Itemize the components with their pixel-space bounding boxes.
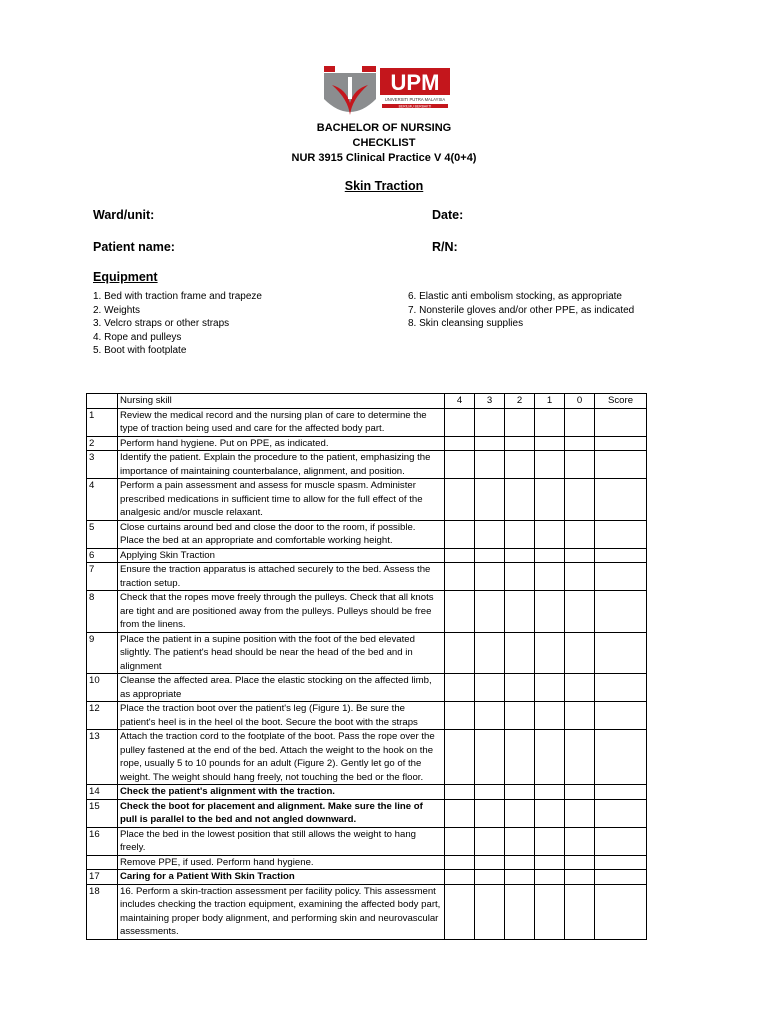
upm-logo	[322, 63, 452, 125]
row-skill-text: Cleanse the affected area. Place the elastic stocking on the affected limb, as appropriate	[118, 674, 445, 702]
score-cell-4[interactable]	[445, 632, 475, 674]
score-cell-0[interactable]	[565, 730, 595, 785]
score-cell-4[interactable]	[445, 855, 475, 870]
table-row	[87, 632, 647, 674]
score-cell-4[interactable]	[445, 827, 475, 855]
score-cell-1[interactable]	[535, 674, 565, 702]
score-cell-0[interactable]	[565, 674, 595, 702]
logo-wordmark: UPM	[390, 70, 440, 95]
score-cell-3[interactable]	[475, 479, 505, 521]
header-score-1: 1	[535, 394, 565, 409]
equipment-item: 5. Boot with footplate	[93, 345, 187, 356]
score-cell-2[interactable]	[505, 870, 535, 885]
equipment-item: 7. Nonsterile gloves and/or other PPE, as indicated	[408, 304, 635, 316]
score-cell-3[interactable]	[475, 674, 505, 702]
logo-tab-right	[362, 66, 376, 72]
table-row	[87, 591, 647, 633]
score-cell-4[interactable]	[445, 548, 475, 563]
score-cell-1[interactable]	[535, 436, 565, 451]
score-cell-1[interactable]	[535, 827, 565, 855]
table-row	[87, 479, 647, 521]
table-row	[87, 785, 647, 800]
score-cell-0[interactable]	[565, 870, 595, 885]
row-skill-text: Check the boot for placement and alignment. Make sure the line of pull is parallel to the bed and not angled downward.	[118, 799, 445, 827]
score-cell-2[interactable]	[505, 563, 535, 591]
score-cell-3[interactable]	[475, 451, 505, 479]
score-cell-2[interactable]	[505, 451, 535, 479]
row-skill-text: Check the patient's alignment with the traction.	[118, 785, 445, 800]
table-row	[87, 520, 647, 548]
score-cell-0[interactable]	[565, 827, 595, 855]
table-row	[87, 884, 647, 939]
score-cell-4[interactable]	[445, 884, 475, 939]
score-cell-3[interactable]	[475, 548, 505, 563]
score-cell-0[interactable]	[565, 520, 595, 548]
page-title: Skin Traction	[344, 179, 424, 193]
score-cell-0[interactable]	[565, 479, 595, 521]
header-nursing-skill: Nursing skill	[118, 394, 445, 409]
table-row	[87, 563, 647, 591]
row-number: 1	[87, 408, 118, 436]
row-number: 16	[87, 827, 118, 855]
score-cell-4[interactable]	[445, 730, 475, 785]
table-row	[87, 870, 647, 885]
score-cell-2[interactable]	[505, 884, 535, 939]
score-cell-2[interactable]	[505, 479, 535, 521]
score-cell-3[interactable]	[475, 785, 505, 800]
equipment-list-right	[408, 290, 634, 331]
score-cell-4[interactable]	[445, 702, 475, 730]
row-skill-text: Caring for a Patient With Skin Traction	[118, 870, 445, 885]
score-cell-2[interactable]	[505, 436, 535, 451]
score-cell-2[interactable]	[505, 408, 535, 436]
score-cell-0[interactable]	[565, 785, 595, 800]
row-number: 7	[87, 563, 118, 591]
score-cell-4[interactable]	[445, 436, 475, 451]
row-skill-text: Identify the patient. Explain the procedure to the patient, emphasizing the importance of maintaining counterbalance, alignment, and position.	[118, 451, 445, 479]
row-skill-text: Review the medical record and the nursing plan of care to determine the type of traction being used and care for the affected body part.	[118, 408, 445, 436]
score-cell-3[interactable]	[475, 702, 505, 730]
total-score-cell[interactable]	[595, 408, 647, 436]
score-cell-1[interactable]	[535, 855, 565, 870]
total-score-cell[interactable]	[595, 785, 647, 800]
row-skill-text: Applying Skin Traction	[118, 548, 445, 563]
score-cell-0[interactable]	[565, 855, 595, 870]
score-cell-4[interactable]	[445, 785, 475, 800]
patient-name-label: Patient name:	[93, 240, 175, 254]
equipment-item: 8. Skin cleansing supplies	[408, 318, 524, 329]
row-number: 17	[87, 870, 118, 885]
row-number	[87, 855, 118, 870]
score-cell-1[interactable]	[535, 884, 565, 939]
score-cell-2[interactable]	[505, 855, 535, 870]
logo-tagline: BERILMU BERBAKTI	[398, 104, 432, 109]
skills-checklist-table	[86, 393, 647, 940]
total-score-cell[interactable]	[595, 730, 647, 785]
row-number: 12	[87, 702, 118, 730]
equipment-item: 4. Rope and pulleys	[93, 331, 182, 343]
score-cell-1[interactable]	[535, 730, 565, 785]
score-cell-1[interactable]	[535, 563, 565, 591]
score-cell-2[interactable]	[505, 827, 535, 855]
score-cell-4[interactable]	[445, 870, 475, 885]
header-score-4: 4	[445, 394, 475, 409]
score-cell-2[interactable]	[505, 520, 535, 548]
row-number: 4	[87, 479, 118, 521]
score-cell-3[interactable]	[475, 884, 505, 939]
score-cell-0[interactable]	[565, 436, 595, 451]
score-cell-1[interactable]	[535, 548, 565, 563]
score-cell-4[interactable]	[445, 408, 475, 436]
score-cell-2[interactable]	[505, 730, 535, 785]
score-cell-0[interactable]	[565, 702, 595, 730]
equipment-item: 1. Bed with traction frame and trapeze	[93, 291, 262, 302]
score-cell-3[interactable]	[475, 563, 505, 591]
score-cell-1[interactable]	[535, 870, 565, 885]
row-skill-text: Check that the ropes move freely through the pulleys. Check that all knots are tight and are positioned away from the pulleys. Pulleys should be free from the linens.	[118, 591, 445, 633]
total-score-cell[interactable]	[595, 563, 647, 591]
score-cell-2[interactable]	[505, 785, 535, 800]
total-score-cell[interactable]	[595, 451, 647, 479]
total-score-cell[interactable]	[595, 674, 647, 702]
row-skill-text: Ensure the traction apparatus is attached securely to the bed. Assess the traction setup.	[118, 563, 445, 591]
score-cell-0[interactable]	[565, 548, 595, 563]
score-cell-0[interactable]	[565, 884, 595, 939]
total-score-cell[interactable]	[595, 884, 647, 939]
row-number: 6	[87, 548, 118, 563]
score-cell-2[interactable]	[505, 799, 535, 827]
row-skill-text: Place the patient in a supine position with the foot of the bed elevated slightly. The patient's head should be near the head of the bed and in alignment	[118, 632, 445, 674]
row-number: 15	[87, 799, 118, 827]
header-score-2: 2	[505, 394, 535, 409]
row-number: 5	[87, 520, 118, 548]
row-number: 2	[87, 436, 118, 451]
score-cell-1[interactable]	[535, 702, 565, 730]
score-cell-3[interactable]	[475, 730, 505, 785]
row-skill-text: Remove PPE, if used. Perform hand hygiene.	[118, 855, 445, 870]
row-number: 18	[87, 884, 118, 939]
row-skill-text: Close curtains around bed and close the door to the room, if possible. Place the bed at an appropriate and comfortable working height.	[118, 520, 445, 548]
equipment-item: 3. Velcro straps or other straps	[93, 318, 230, 329]
row-number: 10	[87, 674, 118, 702]
score-cell-3[interactable]	[475, 827, 505, 855]
score-cell-3[interactable]	[475, 632, 505, 674]
table-row	[87, 702, 647, 730]
score-cell-4[interactable]	[445, 799, 475, 827]
total-score-cell[interactable]	[595, 702, 647, 730]
score-cell-4[interactable]	[445, 563, 475, 591]
score-cell-0[interactable]	[565, 799, 595, 827]
score-cell-3[interactable]	[475, 591, 505, 633]
rn-label: R/N:	[432, 240, 458, 254]
table-row	[87, 855, 647, 870]
total-score-cell[interactable]	[595, 799, 647, 827]
score-cell-1[interactable]	[535, 799, 565, 827]
total-score-cell[interactable]	[595, 632, 647, 674]
total-score-cell[interactable]	[595, 591, 647, 633]
row-skill-text: 16. Perform a skin-traction assessment per facility policy. This assessment includes checking the traction equipment, examining the affected body part, maintaining proper body alignment, and performing skin and neurovascular assessments.	[118, 884, 445, 939]
score-cell-3[interactable]	[475, 855, 505, 870]
equipment-heading: Equipment	[93, 270, 158, 284]
row-number: 14	[87, 785, 118, 800]
score-cell-4[interactable]	[445, 674, 475, 702]
table-row	[87, 548, 647, 563]
total-score-cell[interactable]	[595, 855, 647, 870]
total-score-cell[interactable]	[595, 827, 647, 855]
logo-emblem-stem	[348, 77, 352, 99]
row-skill-text: Attach the traction cord to the footplate of the boot. Pass the rope over the pulley fastened at the end of the bed. Attach the weight to the hook on the rope, usually 5 to 10 pounds for an adult (Figure 2). Gently let go of the weight. The weight should hang freely, not touching the bed or the floor.	[118, 730, 445, 785]
score-cell-3[interactable]	[475, 520, 505, 548]
total-score-cell[interactable]	[595, 520, 647, 548]
score-cell-1[interactable]	[535, 479, 565, 521]
total-score-cell[interactable]	[595, 436, 647, 451]
equipment-list-left	[93, 290, 262, 358]
row-number: 8	[87, 591, 118, 633]
score-cell-1[interactable]	[535, 520, 565, 548]
score-cell-0[interactable]	[565, 451, 595, 479]
equipment-item: 6. Elastic anti embolism stocking, as appropriate	[408, 291, 622, 302]
logo-tab-left	[324, 66, 335, 72]
row-number: 3	[87, 451, 118, 479]
score-cell-0[interactable]	[565, 563, 595, 591]
row-skill-text: Perform hand hygiene. Put on PPE, as indicated.	[118, 436, 445, 451]
score-cell-1[interactable]	[535, 632, 565, 674]
score-cell-0[interactable]	[565, 632, 595, 674]
total-score-cell[interactable]	[595, 479, 647, 521]
table-row	[87, 436, 647, 451]
row-number: 13	[87, 730, 118, 785]
table-row	[87, 451, 647, 479]
score-cell-0[interactable]	[565, 408, 595, 436]
score-cell-1[interactable]	[535, 451, 565, 479]
score-cell-2[interactable]	[505, 674, 535, 702]
score-cell-2[interactable]	[505, 548, 535, 563]
header-score-3: 3	[475, 394, 505, 409]
score-cell-2[interactable]	[505, 591, 535, 633]
logo-subtext: UNIVERSITI PUTRA MALAYSIA	[384, 97, 446, 102]
score-cell-3[interactable]	[475, 870, 505, 885]
score-cell-0[interactable]	[565, 591, 595, 633]
header-score-0: 0	[565, 394, 595, 409]
score-cell-4[interactable]	[445, 591, 475, 633]
header-course: NUR 3915 Clinical Practice V 4(0+4)	[291, 152, 477, 164]
table-header-row	[87, 394, 647, 409]
row-number: 9	[87, 632, 118, 674]
header-program: BACHELOR OF NURSING	[316, 122, 452, 134]
score-cell-1[interactable]	[535, 785, 565, 800]
score-cell-3[interactable]	[475, 408, 505, 436]
table-row	[87, 674, 647, 702]
score-cell-4[interactable]	[445, 479, 475, 521]
score-cell-4[interactable]	[445, 520, 475, 548]
ward-unit-label: Ward/unit:	[93, 208, 155, 222]
total-score-cell[interactable]	[595, 870, 647, 885]
table-row	[87, 730, 647, 785]
table-row	[87, 827, 647, 855]
score-cell-2[interactable]	[505, 702, 535, 730]
score-cell-3[interactable]	[475, 436, 505, 451]
equipment-item: 2. Weights	[93, 304, 141, 316]
score-cell-2[interactable]	[505, 632, 535, 674]
total-score-cell[interactable]	[595, 548, 647, 563]
row-skill-text: Place the traction boot over the patient's leg (Figure 1). Be sure the patient's heel is in the heel ol the boot. Secure the boot with the straps	[118, 702, 445, 730]
row-skill-text: Perform a pain assessment and assess for muscle spasm. Administer prescribed medications in sufficient time to allow for the full effect of the analgesic and/or muscle relaxant.	[118, 479, 445, 521]
row-skill-text: Place the bed in the lowest position that still allows the weight to hang freely.	[118, 827, 445, 855]
date-label: Date:	[432, 208, 464, 222]
header-score-total: Score	[595, 394, 647, 409]
table-row	[87, 408, 647, 436]
header-number	[87, 394, 118, 409]
score-cell-4[interactable]	[445, 451, 475, 479]
table-row	[87, 799, 647, 827]
score-cell-3[interactable]	[475, 799, 505, 827]
header-checklist: CHECKLIST	[352, 137, 416, 149]
score-cell-1[interactable]	[535, 591, 565, 633]
score-cell-1[interactable]	[535, 408, 565, 436]
